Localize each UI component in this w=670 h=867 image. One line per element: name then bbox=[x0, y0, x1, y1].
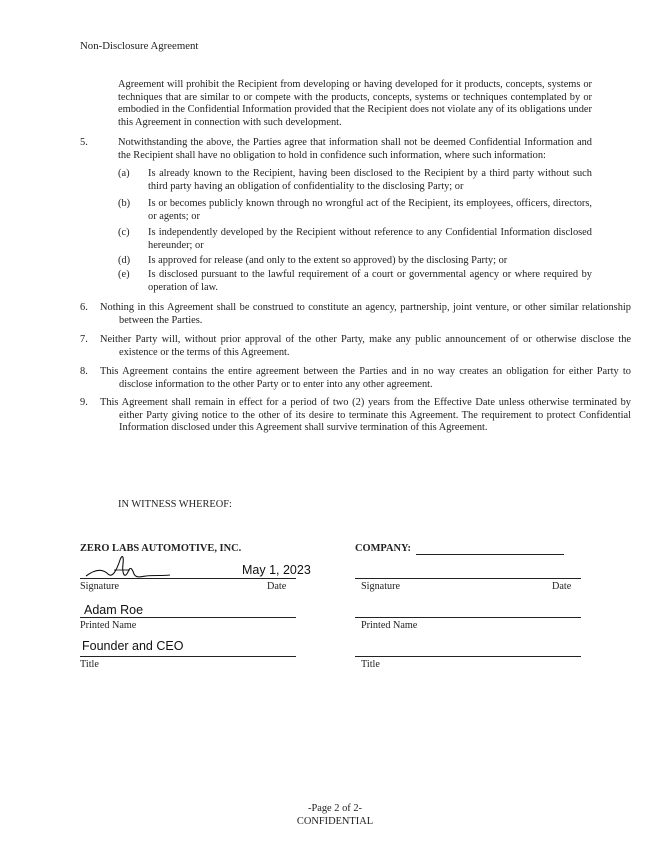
right-title-line bbox=[355, 656, 581, 657]
left-company-name: ZERO LABS AUTOMOTIVE, INC. bbox=[80, 543, 242, 554]
right-signature-label: Signature bbox=[361, 581, 401, 592]
confidential-label: CONFIDENTIAL bbox=[296, 816, 374, 827]
right-company-line bbox=[416, 554, 564, 555]
item-label: (a) bbox=[118, 168, 130, 179]
item-label: (e) bbox=[118, 269, 130, 280]
witness-heading: IN WITNESS WHEREOF: bbox=[118, 499, 232, 510]
clause-5-number: 5. bbox=[80, 137, 88, 148]
page-number: -Page 2 of 2- bbox=[308, 803, 362, 814]
item-text: Is disclosed pursuant to the lawful requirement of a court or governmental agency or where required by operation of law. bbox=[148, 269, 592, 293]
clause-number: 6. bbox=[80, 302, 88, 313]
clause-9 bbox=[80, 397, 631, 435]
clause-number: 9. bbox=[80, 397, 88, 408]
right-signature-line bbox=[355, 578, 581, 579]
left-signature-label: Signature bbox=[80, 581, 120, 592]
left-printed-name-label: Printed Name bbox=[80, 620, 137, 631]
right-title-label: Title bbox=[361, 659, 380, 670]
left-title-label: Title bbox=[80, 659, 99, 670]
item-text: Is already known to the Recipient, having been disclosed to the Recipient by a third party without such third party having an obligation of confidentiality to the disclosing Party; or bbox=[148, 168, 592, 192]
item-label: (d) bbox=[118, 255, 131, 266]
right-company-label: COMPANY: bbox=[355, 543, 411, 554]
right-printed-name-label: Printed Name bbox=[361, 620, 418, 631]
left-date-value: May 1, 2023 bbox=[242, 563, 311, 577]
item-label: (c) bbox=[118, 227, 130, 238]
clause-number: 7. bbox=[80, 334, 88, 345]
clause-text: This Agreement shall remain in effect for a period of two (2) years from the Effective Date unless otherwise terminated by either Party giving notice to the other of its desire to terminate this Agreement. The requirement to protect Confidential Information disclosed under this Agreement shall survive termination of this Agreement. bbox=[100, 397, 631, 434]
page-header: Non-Disclosure Agreement bbox=[80, 40, 199, 52]
left-printed-name-value: Adam Roe bbox=[84, 603, 144, 617]
clause-6 bbox=[80, 302, 631, 327]
left-title-value: Founder and CEO bbox=[82, 639, 184, 653]
item-label: (b) bbox=[118, 198, 131, 209]
item-text: Is or becomes publicly known through no wrongful act of the Recipient, its employees, officers, directors, or agents; or bbox=[148, 198, 592, 222]
clause-text: Neither Party will, without prior approval of the other Party, make any public announcement of or otherwise disclose the existence or the terms of this Agreement. bbox=[100, 334, 631, 358]
clause-number: 8. bbox=[80, 366, 88, 377]
left-date-label: Date bbox=[267, 581, 287, 592]
clause-5-intro: Notwithstanding the above, the Parties agree that information shall not be deemed Confidential Information and the Recipient shall have no obligation to hold in confidence such information, where such information: bbox=[118, 137, 592, 161]
right-date-label: Date bbox=[552, 581, 572, 592]
clause-4-continuation: Agreement will prohibit the Recipient from developing or having developed for it products, concepts, systems or techniques that are similar to or compete with the products, concepts, systems or techniques contemplated by or embodied in the Confidential Information provided that the Recipient does not violate any of its obligations under this Agreement in connection with such development. bbox=[118, 79, 592, 128]
item-text: Is approved for release (and only to the extent so approved) by the disclosing Party; or bbox=[148, 255, 508, 266]
clause-7 bbox=[80, 334, 631, 359]
left-title-line bbox=[80, 656, 296, 657]
left-signature-line bbox=[80, 578, 296, 579]
item-text: Is independently developed by the Recipient without reference to any Confidential Information disclosed hereunder; or bbox=[148, 227, 592, 251]
clause-8 bbox=[80, 366, 631, 391]
clause-text: This Agreement contains the entire agreement between the Parties and in no way creates an obligation for either Party to disclose information to the other Party or to enter into any other agreement. bbox=[100, 366, 631, 390]
right-printed-name-line bbox=[355, 617, 581, 618]
left-printed-name-line bbox=[80, 617, 296, 618]
clause-text: Nothing in this Agreement shall be construed to constitute an agency, partnership, joint venture, or other similar relationship between the Parties. bbox=[100, 302, 631, 326]
